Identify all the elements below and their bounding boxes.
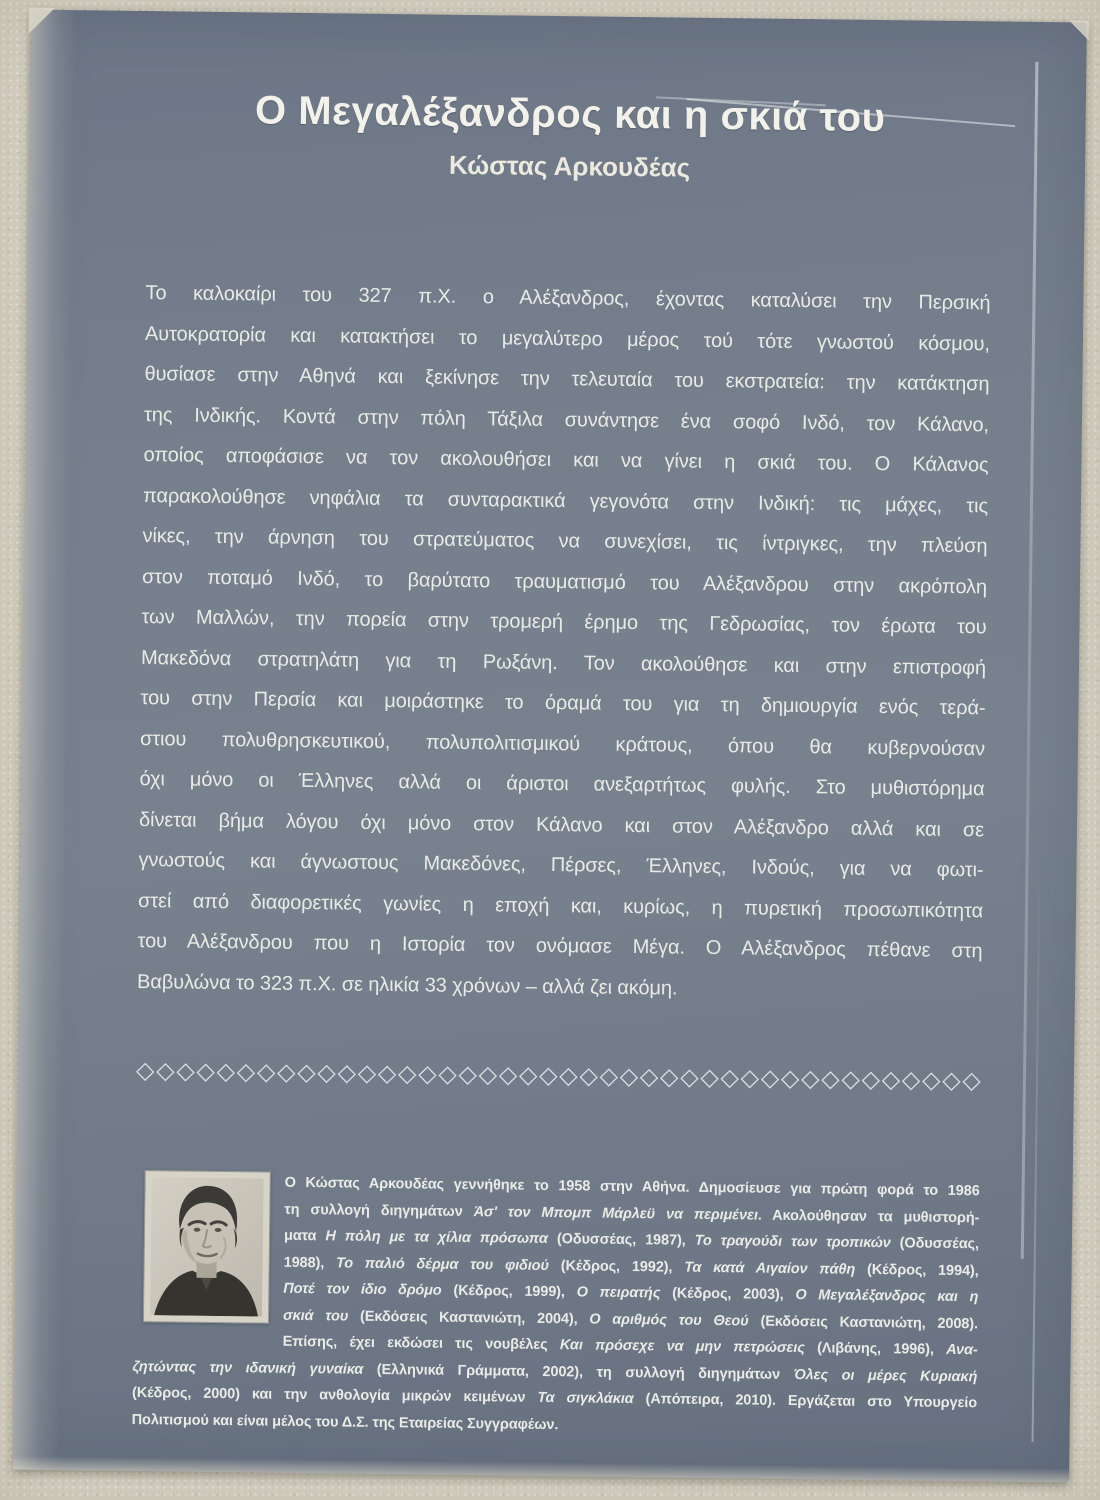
bio-text-segment: Ο Κώστας Αρκουδέας γεννήθηκε το 1958 στην Αθήνα. Δημοσίευσε για πρώτη φορά το 1986 [284, 1174, 980, 1200]
author-bio-section [131, 1168, 979, 1458]
diamond-glyph: ◇ [256, 1058, 276, 1086]
synopsis-line: όχι μόνο οι Έλληνες αλλά οι άριστοι ανεξαρτήτως φυλής. Στο μυθιστόρημα [139, 767, 985, 801]
bio-text-segment: (Οδυσσέας, [890, 1235, 980, 1253]
bio-text-segment: (Κέδρος, 1994), [855, 1261, 979, 1279]
diamond-glyph: ◇ [397, 1060, 417, 1088]
diamond-glyph: ◇ [841, 1065, 861, 1093]
synopsis-line: του Αλέξανδρου που η Ιστορία τον ονόμασε Μέγα. Ο Αλέξανδρος πέθανε στη [137, 929, 983, 963]
crease-mark [1032, 858, 1041, 1442]
synopsis-line: δίνεται βήμα λόγου όχι μόνο στον Κάλανο και στον Αλέξανδρο αλλά και σε [138, 808, 985, 841]
diamond-glyph: ◇ [236, 1058, 256, 1086]
book-title-italic: Ο πειρατής [576, 1284, 661, 1302]
synopsis-line: Το καλοκαίρι του 327 π.Χ. ο Αλέξανδρος, έχοντας καταλύσει την Περσική [145, 282, 991, 315]
synopsis-line: της Ινδικής. Κοντά στην πόλη Τάξιλα συνάντησε ένα σοφό Ινδό, τον Κάλανο, [143, 403, 990, 436]
bio-text-segment: (Κέδρος, 2000) και την ανθολογία μικρών κειμένων [131, 1384, 538, 1406]
bio-text-segment: (Λιβάνης, 1996), [804, 1340, 947, 1358]
book-title-italic: Ο αριθμός του Θεού [589, 1311, 749, 1329]
diamond-glyph: ◇ [821, 1065, 840, 1093]
diamond-glyph: ◇ [155, 1057, 175, 1085]
diamond-glyph: ◇ [619, 1062, 639, 1091]
diamond-glyph: ◇ [800, 1065, 820, 1093]
diamond-glyph: ◇ [216, 1057, 236, 1086]
diamond-glyph: ◇ [962, 1067, 981, 1095]
bio-text-segment: (Εκδόσεις Καστανιώτη, 2008). [748, 1312, 979, 1332]
synopsis-line: των Μαλλών, την πορεία στην τρομερή έρημο της Γεδρωσίας, τον έρωτα του [141, 606, 987, 639]
book-title-italic: σκιά του [282, 1307, 349, 1325]
diamond-chain-divider [136, 1058, 981, 1094]
bio-text-segment: τη συλλογή διηγημάτων [284, 1201, 474, 1220]
diamond-glyph: ◇ [538, 1061, 558, 1090]
synopsis-line: στον ποταμό Ινδό, το βαρύτατο τραυματισμό του Αλέξανδρου στην ακρόπολη [141, 565, 988, 598]
diamond-glyph: ◇ [942, 1066, 961, 1095]
book-title-italic: Τα σιγκλάκια [537, 1389, 634, 1408]
book-title-italic: Το παλιό δέρμα του φιδιού [335, 1254, 550, 1274]
synopsis-line: θυσίασε στην Αθηνά και ξεκίνησε την τελευταία του εκστρατεία: την κατάκτηση [144, 363, 990, 396]
bottom-worn-edge [13, 1455, 1069, 1482]
diamond-glyph: ◇ [599, 1062, 619, 1090]
book-title-italic: Η πόλη με τα χίλια πρόσωπα [325, 1228, 548, 1248]
diamond-glyph: ◇ [921, 1066, 941, 1094]
author-portrait-illustration [150, 1177, 264, 1316]
author-photo [143, 1170, 271, 1324]
diamond-glyph: ◇ [357, 1059, 377, 1087]
book-title-italic: Τα κατά Αιγαίον πάθη [684, 1259, 856, 1278]
book-title-italic: Ανα- [946, 1341, 978, 1359]
book-title-italic: Άσ' τον Μπομπ Μάρλεϋ να περιμένει [473, 1203, 758, 1224]
cover-content [131, 11, 993, 1458]
book-title-italic: Ποτέ τον ίδιο δρόμο [283, 1280, 442, 1299]
diamond-glyph: ◇ [276, 1058, 296, 1086]
worn-corner-top-left [29, 8, 55, 34]
diamond-glyph: ◇ [760, 1064, 780, 1092]
bio-text-segment: . Ακολούθησαν τα μυθιστορή- [757, 1207, 980, 1226]
book-title-italic: Ο Μεγαλέξανδρος και η [795, 1287, 979, 1306]
bio-text-segment: (Κέδρος, 1992), [548, 1257, 685, 1276]
diamond-glyph: ◇ [639, 1063, 659, 1091]
diamond-glyph: ◇ [317, 1059, 337, 1087]
bio-text-segment: (Κέδρος, 2003), [660, 1285, 796, 1304]
diamond-glyph: ◇ [780, 1064, 800, 1093]
synopsis-line: οποίος αποφάσισε να τον ακολουθήσει και να γίνει η σκιά του. Ο Κάλανος [143, 444, 989, 477]
bio-text-segment: (Απόπειρα, 2010). Εργάζεται στο Υπουργείο [633, 1391, 978, 1412]
bio-text-segment: Επίσης, έχει εκδώσει τις νουβέλες [282, 1333, 560, 1354]
diamond-glyph: ◇ [196, 1057, 216, 1085]
synopsis-line: Βαβυλώνα το 323 π.Χ. σε ηλικία 33 χρόνων – αλλά ζει ακόμη. [136, 970, 678, 1000]
diamond-glyph: ◇ [680, 1063, 699, 1091]
book-author: Κώστας Αρκουδέας [448, 149, 691, 183]
book-title: Ο Μεγαλέξανδρος και η σκιά του [254, 88, 886, 141]
bio-text-segment: (Κέδρος, 1999), [441, 1282, 577, 1301]
diamond-glyph: ◇ [659, 1063, 679, 1091]
diamond-glyph: ◇ [377, 1059, 397, 1088]
diamond-glyph: ◇ [720, 1064, 740, 1092]
book-title-italic: ζητώντας την ιδανική γυναίκα [132, 1358, 364, 1378]
diamond-glyph: ◇ [740, 1064, 760, 1092]
diamond-glyph: ◇ [700, 1063, 719, 1092]
diamond-glyph: ◇ [135, 1056, 155, 1085]
book-title-italic: Όλες οι μέρες Κυριακή [793, 1366, 978, 1385]
bio-text-segment: (Ελληνικά Γράμματα, 2002), τη συλλογή διηγημάτων [363, 1361, 794, 1383]
bio-text-segment: Πολιτισμού και είναι μέλος του Δ.Σ. της Εταιρείας Συγγραφέων. [131, 1411, 559, 1433]
book-title-italic: Το τραγούδι των τροπικών [694, 1232, 891, 1252]
synopsis-text [137, 273, 991, 1012]
synopsis-line: Αυτοκρατορία και κατακτήσει το μεγαλύτερο μέρος τού τότε γνωστού κόσμου, [144, 322, 991, 355]
diamond-glyph: ◇ [881, 1066, 901, 1094]
bio-text-segment: ματα [283, 1227, 326, 1245]
diamond-glyph: ◇ [458, 1060, 478, 1089]
book-title-italic: Και πρόσεχε να μην πετρώσεις [559, 1337, 805, 1357]
synopsis-line: στιου πολυθρησκευτικού, πολυπολιτισμικού κράτους, όπου θα κυβερνούσαν [139, 727, 986, 760]
diamond-glyph: ◇ [901, 1066, 921, 1094]
diamond-glyph: ◇ [498, 1061, 518, 1089]
diamond-glyph: ◇ [438, 1060, 457, 1088]
diamond-glyph: ◇ [297, 1058, 316, 1087]
spine-worn-edge [13, 10, 77, 1470]
synopsis-line: γνωστούς και άγνωστους Μακεδόνες, Πέρσες, Έλληνες, Ινδούς, για να φωτι- [138, 848, 984, 882]
diamond-glyph: ◇ [478, 1061, 498, 1089]
bio-text-segment: 1988), [283, 1254, 337, 1271]
worn-corner-top-right [1069, 20, 1089, 40]
diamond-glyph: ◇ [176, 1057, 195, 1085]
diamond-glyph: ◇ [337, 1059, 357, 1087]
synopsis-line: Μακεδόνα στρατηλάτη για τη Ρωξάνη. Τον ακολούθησε και στην επιστροφή [140, 646, 987, 679]
bio-text-segment: (Εκδόσεις Καστανιώτη, 2004), [348, 1308, 590, 1328]
synopsis-line: παρακολούθησε νηφάλια τα συνταρακτικά γεγονότα στην Ινδική: τις μάχες, τις [142, 484, 989, 517]
book-back-cover [13, 10, 1087, 1483]
diamond-glyph: ◇ [579, 1062, 599, 1090]
synopsis-line: στεί από διαφορετικές γωνίες η εποχή και, κυρίως, η πυρετική προσωπικότητα [137, 889, 984, 922]
diamond-glyph: ◇ [518, 1061, 538, 1089]
synopsis-line: νίκες, την άρνηση του στρατεύματος να συνεχίσει, τις ίντριγκες, την πλεύση [142, 525, 988, 558]
diamond-glyph: ◇ [559, 1062, 578, 1090]
diamond-glyph: ◇ [861, 1065, 881, 1094]
synopsis-line: του στην Περσία και μοιράστηκε το όραμά του για τη δημιουργία ενός τερά- [140, 686, 986, 720]
diamond-glyph: ◇ [418, 1060, 437, 1088]
bio-text-segment: (Οδυσσέας, 1987), [547, 1231, 695, 1249]
